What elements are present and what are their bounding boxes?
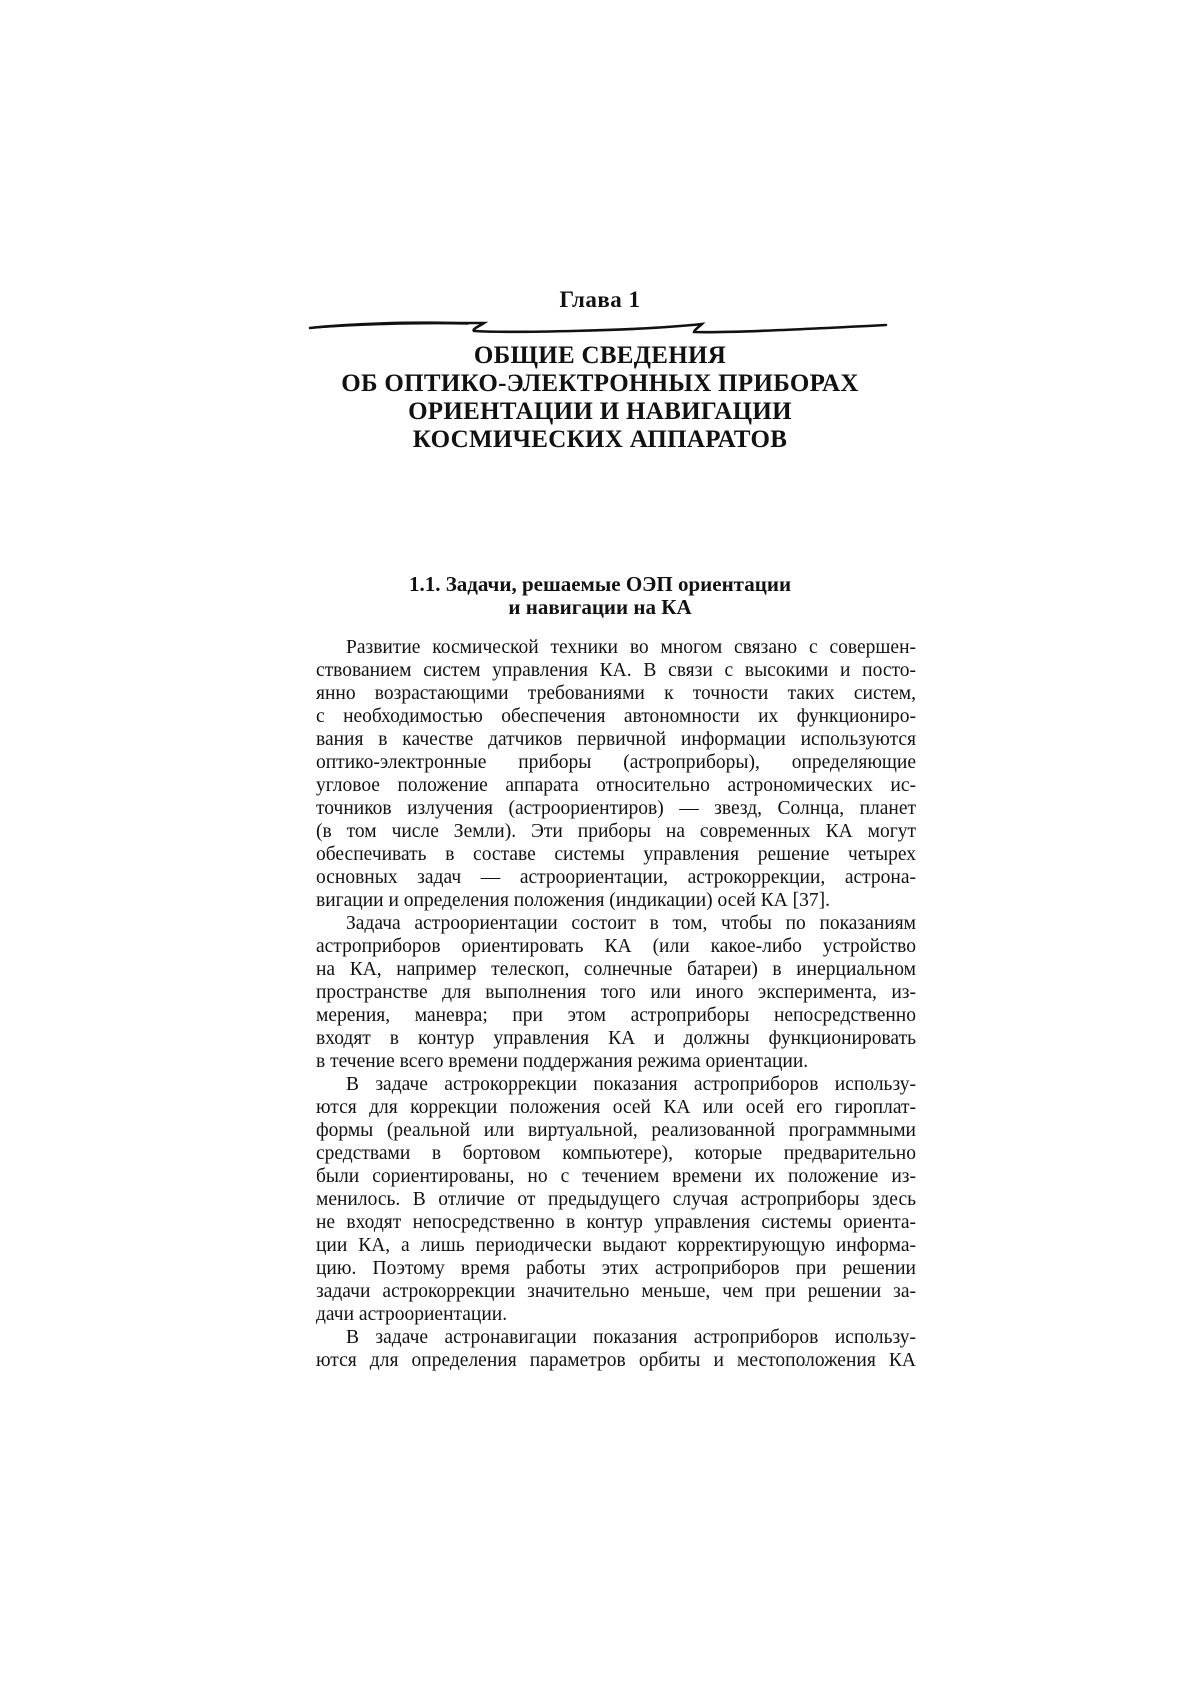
paragraph-2 [286, 912, 916, 1073]
text-line: ции КА, а лишь периодически выдают корректирующую информа- [316, 1235, 916, 1256]
text-line: входят в контур управления КА и должны функционировать [316, 1028, 916, 1049]
text-line: средствами в бортовом компьютере), которые предварительно [316, 1143, 916, 1164]
text-line: В задаче астронавигации показания астроприборов использу- [346, 1327, 916, 1348]
paragraph-4 [286, 1326, 916, 1372]
text-line: вигации и определения положения (индикации) осей КА [37]. [316, 890, 830, 911]
text-line: задачи астрокоррекции значительно меньше, чем при решении за- [316, 1281, 916, 1302]
text-line: Развитие космической техники во многом связано с совершен- [346, 637, 916, 658]
text-line: обеспечивать в составе системы управления решение четырех [316, 844, 916, 865]
text-line: астроприборов ориентировать КА (или какое-либо устройство [316, 936, 916, 957]
text-line: с необходимостью обеспечения автономности их функциониро- [316, 706, 916, 727]
paragraph-1 [286, 636, 916, 912]
text-line: В задаче астрокоррекции показания астроприборов использу- [346, 1074, 916, 1095]
chapter-decorative-rule [308, 311, 888, 345]
text-line: янно возрастающими требованиями к точности таких систем, [316, 683, 916, 704]
chapter-title [0, 342, 1200, 454]
body-text [286, 636, 916, 1372]
text-line: в течение всего времени поддержания режима ориентации. [316, 1051, 809, 1072]
text-line: менилось. В отличие от предыдущего случая астроприборы здесь [316, 1189, 916, 1210]
chapter-title-line: ОБ ОПТИКО-ЭЛЕКТРОННЫХ ПРИБОРАХ [341, 370, 859, 397]
text-line: формы (реальной или виртуальной, реализованной программными [316, 1120, 916, 1141]
text-line: точников излучения (астроориентиров) — звезд, Солнца, планет [316, 798, 916, 819]
text-line: вания в качестве датчиков первичной информации используются [316, 729, 916, 750]
text-line: оптико-электронные приборы (астроприборы), определяющие [316, 752, 916, 773]
text-line: на КА, например телескоп, солнечные батареи) в инерциальном [316, 959, 916, 980]
text-line: цию. Поэтому время работы этих астроприборов при решении [316, 1258, 916, 1279]
text-line: Задача астроориентации состоит в том, чтобы по показаниям [346, 913, 916, 934]
text-line: ются для коррекции положения осей КА или осей его гироплат- [316, 1097, 916, 1118]
paragraph-3 [286, 1073, 916, 1326]
text-line: ствованием систем управления КА. В связи с высокими и посто- [316, 660, 916, 681]
text-line: ются для определения параметров орбиты и местоположения КА [316, 1350, 916, 1371]
chapter-title-line: ОРИЕНТАЦИИ И НАВИГАЦИИ [408, 398, 792, 425]
text-line: мерения, маневра; при этом астроприборы непосредственно [316, 1005, 916, 1026]
chapter-label: Глава 1 [559, 287, 641, 312]
chapter-title-line: ОБЩИЕ СВЕДЕНИЯ [473, 342, 727, 369]
text-line: основных задач — астроориентации, астрокоррекции, астрона- [316, 867, 916, 888]
section-title [0, 573, 1200, 619]
text-line: не входят непосредственно в контур управления системы ориента- [316, 1212, 916, 1233]
text-line: были сориентированы, но с течением времени их положение из- [316, 1166, 916, 1187]
text-line: пространстве для выполнения того или иного эксперимента, из- [316, 982, 916, 1003]
chapter-title-line: КОСМИЧЕСКИХ АППАРАТОВ [412, 426, 788, 453]
section-title-line: и навигации на КА [508, 595, 692, 619]
text-line: (в том числе Земли). Эти приборы на современных КА могут [316, 821, 916, 842]
text-line: дачи астроориентации. [316, 1304, 508, 1325]
text-line: угловое положение аппарата относительно астрономических ис- [316, 775, 916, 796]
section-title-line: 1.1. Задачи, решаемые ОЭП ориентации [408, 572, 792, 596]
